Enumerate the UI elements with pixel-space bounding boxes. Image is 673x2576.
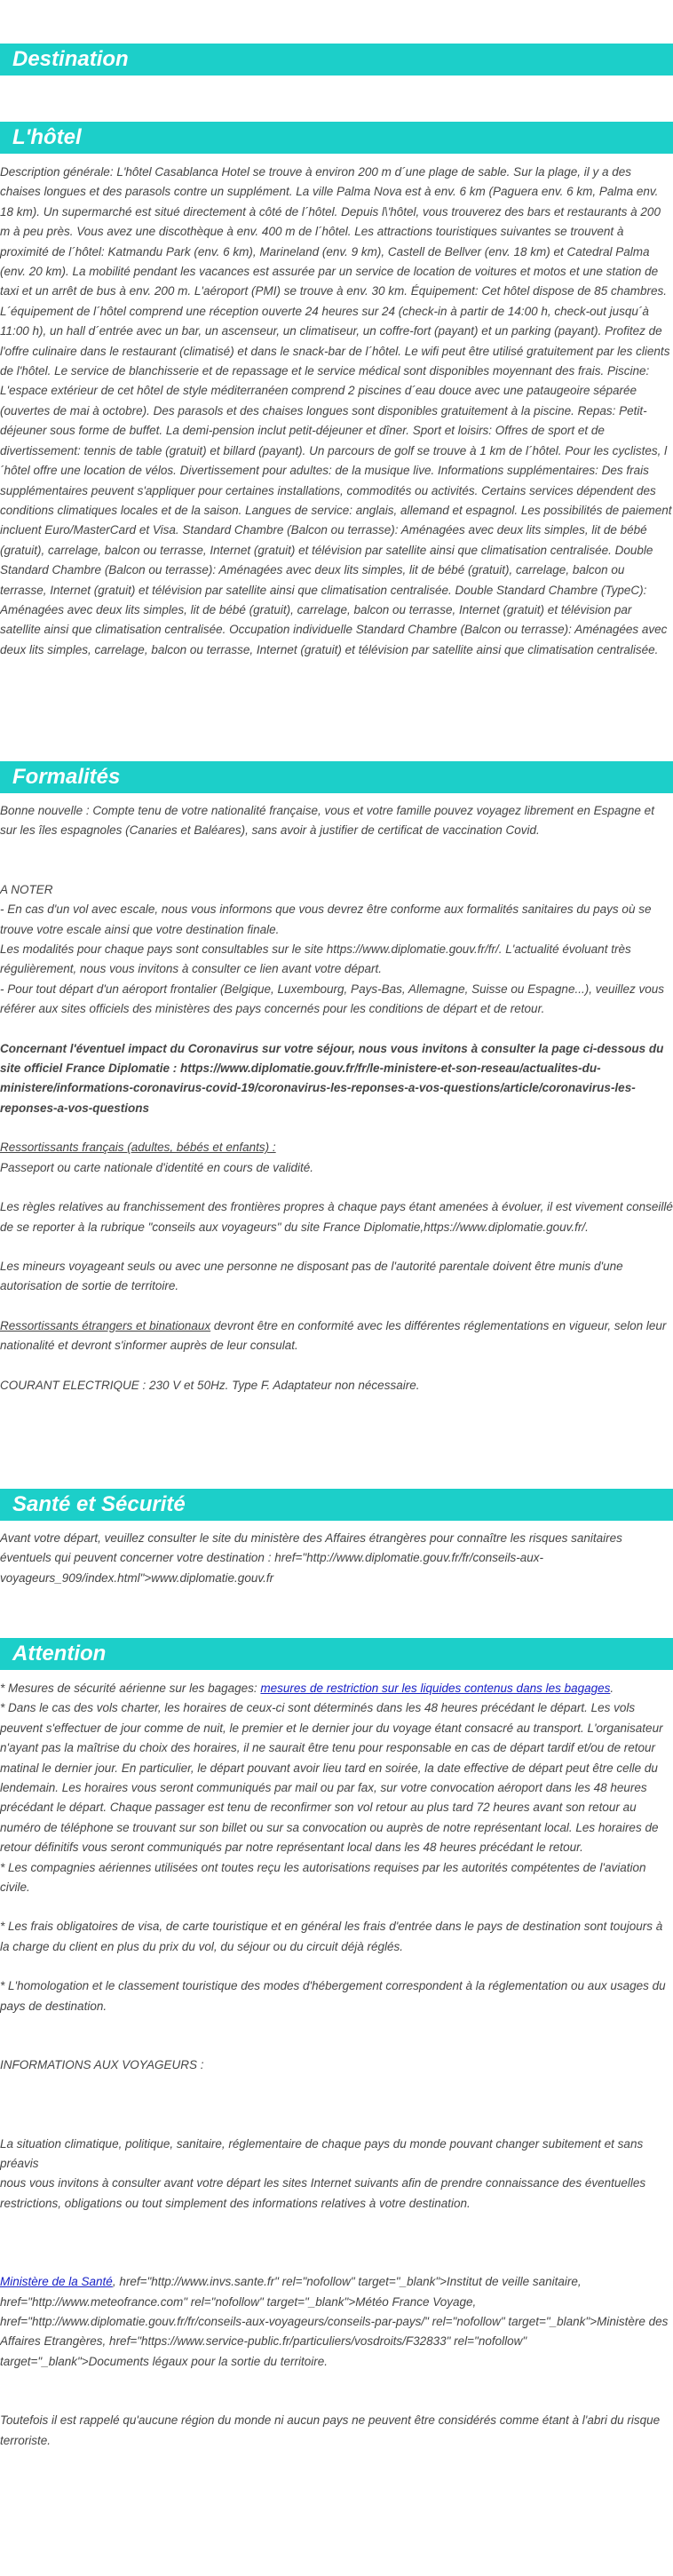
ressortissants-etrangers-title: Ressortissants étrangers et binationaux (0, 1318, 211, 1332)
vols-charter: * Dans le cas des vols charter, les horaires de ceux-ci sont déterminés dans les 48 heures précédant le départ. Les vols peuvent s'effectuer de jour comme de nuit, le premier et le dernier jour du voyage étant consacré au transport. L'organisateur n'ayant pas la maîtrise du choix des horaires, il ne saurait être tenu pour responsable en cas de départ tardif et/ou de retour matinal le dernier jour. En particulier, le départ pouvant avoir lieu tard en soirée, la date effective de départ peut être celle du lendemain. Les horaires vous seront communiqués par mail ou par fax, sur votre convocation aéroport dans les 48 heures précédant le départ. Chaque passager est tenu de reconfirmer son vol retour au plus tard 72 heures avant son retour au numéro de téléphone se trouvant sur son billet ou sur sa convocation ou auprès de notre représentant local. Les horaires de retour définitifs vous seront communiqués par notre représentant local dans les 48 heures précédant le retour. (0, 1701, 663, 1855)
sante-text: Avant votre départ, veuillez consulter le site du ministère des Affaires étrangères pour connaître les risques sanitaires éventuels qui peuvent concerner votre destination : href="http://www.diplomatie.gouv.fr/fr/conseils-aux-voyageurs_909/index.html">www.diplomatie.gouv.fr (0, 1531, 622, 1585)
sites-utiles-text: , href="http://www.invs.sante.fr" rel="nofollow" target="_blank">Institut de veille sanitaire, href="http://www.meteofrance.com" rel="nofollow" target="_blank">Météo France Voyage, href="http://www.diplomatie.gouv.fr/fr/conseils-aux-voyageurs/conseils-par-pays/" rel="nofollow" target="_blank">Ministère des Affaires Etrangères, href="https://www.service-public.fr/particuliers/vosdroits/F32833" rel="nofollow" target="_blank">Documents légaux pour la sortie du territoire. (0, 2275, 669, 2368)
risque-terroriste: Toutefois il est rappelé qu'aucune région du monde ni aucun pays ne peuvent être considérés comme étant à l'abri du risque terroriste. (0, 2413, 661, 2447)
securite-bagages (0, 1679, 673, 1698)
informations-voyageurs-title: INFORMATIONS AUX VOYAGEURS : (0, 2058, 204, 2072)
formalites-intro: Bonne nouvelle : Compte tenu de votre nationalité française, vous et votre famille pouvez voyagez librement en Espagne et sur les îles espagnoles (Canaries et Baléares), sans avoir à justifier de certificat de vaccination Covid. (0, 804, 654, 838)
homologation: * L'homologation et le classement touristique des modes d'hébergement correspondent à la réglementation ou aux usages du pays de destination. (0, 1979, 666, 2013)
courant-electrique: COURANT ELECTRIQUE : 230 V et 50Hz. Type F. Adaptateur non nécessaire. (0, 1378, 420, 1392)
hotel-description: Description générale: L'hôtel Casablanca Hotel se trouve à environ 200 m d´une plage de sable. Sur la plage, il y a des chaises longues et des parasols contre un supplément. La ville Palma Nova est à env. 6 km (Paguera env. 6 km, Palma env. 18 km). Un supermarché est situé directement à côté de l´hôtel. Depuis l\'hôtel, vous trouverez des bars et restaurants à 200 m à peu près. Vous avez une discothèque à env. 400 m de l´hôtel. Les attractions touristiques suivantes se trouvent à proximité de l´hôtel: Katmandu Park (env. 6 km), Marineland (env. 9 km), Castell de Bellver (env. 18 km) et Catedral Palma (env. 20 km). La mobilité pendant les vacances est assurée par un service de location de voitures et motos et une station de taxi et un arrêt de bus à env. 200 m. L'aéroport (PMI) se trouve à env. 30 km. Équipement: Cet hôtel dispose de 85 chambres. L´équipement de l´hôtel comprend une réception ouverte 24 heures sur 24 (check-in à partir de 14:00 h, check-out jusqu´à 11:00 h), un hall d´entrée avec un bar, un ascenseur, un climatiseur, un coffre-fort (payant) et un parking (payant). Profitez de l'offre culinaire dans le restaurant (climatisé) et dans le snack-bar de l´hôtel. Le wifi peut être utilisé gratuitement par les clients de l'hôtel. Le service de blanchisserie et de repassage et le service médical sont disponibles moyennant des frais. Piscine: L'espace extérieur de cet hôtel de style méditerranéen comprend 2 piscines d´eau douce avec une pataugeoire séparée (ouvertes de mai à octobre). Des parasols et des chaises longues sont disponibles gratuitement à la piscine. Repas: Petit-déjeuner sous forme de buffet. La demi-pension inclut petit-déjeuner et dîner. Sport et loisirs: Offres de sport et de divertissement: tennis de table (gratuit) et billard (payant). Un parcours de golf se trouve à 1 km de l´hôtel. Pour les cyclistes, l´hôtel offre une location de vélos. Divertissement pour adultes: de la musique live. Informations supplémentaires: Des frais supplémentaires peuvent s'appliquer pour certaines installations, commodités ou activités. Certains services dépendent des conditions climatiques locales et de la saison. Langues de service: anglais, allemand et espagnol. Les possibilités de paiement incluent Euro/MasterCard et Visa. Standard Chambre (Balcon ou terrasse): Aménagées avec deux lits simples, lit de bébé (gratuit), carrelage, balcon ou terrasse, Internet (gratuit) et télévision par satellite ainsi que climatisation centralisée. Double Standard Chambre (Balcon ou terrasse): Aménagées avec deux lits simples, lit de bébé (gratuit), carrelage, balcon ou terrasse, Internet (gratuit) et télévision par satellite ainsi que climatisation centralisée. Double Standard Chambre (TypeC): Aménagées avec deux lits simples, lit de bébé (gratuit), carrelage, balcon ou terrasse, Internet (gratuit) et télévision par satellite ainsi que climatisation centralisée. Occupation individuelle Standard Chambre (Balcon ou terrasse): Aménagées avec deux lits simples, carrelage, balcon ou terrasse, Internet (gratuit) et télévision par satellite ainsi que climatisation centralisée. (0, 165, 672, 656)
ressortissants-etrangers (0, 1316, 673, 1356)
regles-frontieres: Les règles relatives au franchissement des frontières propres à chaque pays étant amenées à évoluer, il est vivement conseillé de se reporter à la rubrique "conseils aux voyageurs" du site France Diplomatie,https://www.diplomatie.gouv.fr/. (0, 1200, 673, 1234)
attention-section (0, 1679, 673, 2451)
covid-notice: Concernant l'éventuel impact du Coronavirus sur votre séjour, nous vous invitons à consulter la page ci-dessous du site officiel France Diplomatie : https://www.diplomatie.gouv.fr/fr/le-ministere-et-son-reseau/actualites-du-ministere/informations-coronavirus-covid-19/coronavirus-les-reponses-a-vos-questions/article/coronavirus-les-reponses-a-vos-questions (0, 1041, 664, 1115)
mineurs-notice: Les mineurs voyageant seuls ou avec une personne ne disposant pas de l'autorité parentale doivent être munis d'une autorisation de sortie de territoire. (0, 1259, 623, 1293)
a-noter-aeroport: - Pour tout départ d'un aéroport frontalier (Belgique, Luxembourg, Pays-Bas, Allemagne, Suisse ou Espagne...), veuillez vous référer aux sites officiels des ministères des pays concernés pour les conditions de départ et de retour. (0, 982, 664, 1016)
formalites-section (0, 801, 673, 1395)
section-header-destination: Destination (0, 44, 673, 76)
a-noter-title: A NOTER (0, 882, 53, 896)
securite-bagages-suffix: . (610, 1682, 614, 1695)
section-header-hotel: L'hôtel (0, 122, 673, 154)
section-header-formalites: Formalités (0, 761, 673, 793)
ministere-sante-link[interactable]: Ministère de la Santé (0, 2275, 113, 2289)
compagnies-aeriennes: * Les compagnies aériennes utilisées ont toutes reçu les autorisations requises par les autorités compétentes de l'aviation civile. (0, 1860, 646, 1895)
section-header-attention: Attention (0, 1638, 673, 1670)
ressortissants-francais-text: Passeport ou carte nationale d'identité en cours de validité. (0, 1160, 314, 1174)
a-noter-modalites: Les modalités pour chaque pays sont consultables sur le site https://www.diplomatie.gouv.fr/fr/. L'actualité évoluant très régulièrement, nous vous invitons à consulter ce lien avant votre départ. (0, 942, 631, 976)
situation-invitation: nous vous invitons à consulter avant votre départ les sites Internet suivants afin de prendre connaissance des éventuelles restrictions, obligations ou tout simplement des informations relatives à votre destination. (0, 2176, 646, 2210)
hotel-section (0, 163, 673, 660)
section-header-sante: Santé et Sécurité (0, 1489, 673, 1521)
frais-visa: * Les frais obligatoires de visa, de carte touristique et en général les frais d'entrée dans le pays de destination sont toujours à la charge du client en plus du prix du vol, du séjour ou du circuit déjà réglés. (0, 1920, 663, 1953)
liquides-restriction-link[interactable]: mesures de restriction sur les liquides contenus dans les bagages (260, 1682, 611, 1695)
a-noter-escale: - En cas d'un vol avec escale, nous vous informons que vous devrez être conforme aux formalités sanitaires du pays où se trouve votre escale ainsi que votre destination finale. (0, 902, 652, 936)
sites-utiles (0, 2272, 673, 2372)
situation-climatique: La situation climatique, politique, sanitaire, réglementaire de chaque pays du monde pouvant changer subitement et sans préavis (0, 2136, 644, 2170)
ressortissants-etrangers-text: devront être en conformité avec les différentes réglementations en vigueur, selon leur nationalité et devront s'informer auprès de leur consulat. (0, 1318, 667, 1353)
sante-section (0, 1529, 673, 1588)
ressortissants-francais-title: Ressortissants français (adultes, bébés et enfants) : (0, 1141, 276, 1155)
securite-bagages-prefix: * Mesures de sécurité aérienne sur les bagages: (0, 1682, 261, 1695)
